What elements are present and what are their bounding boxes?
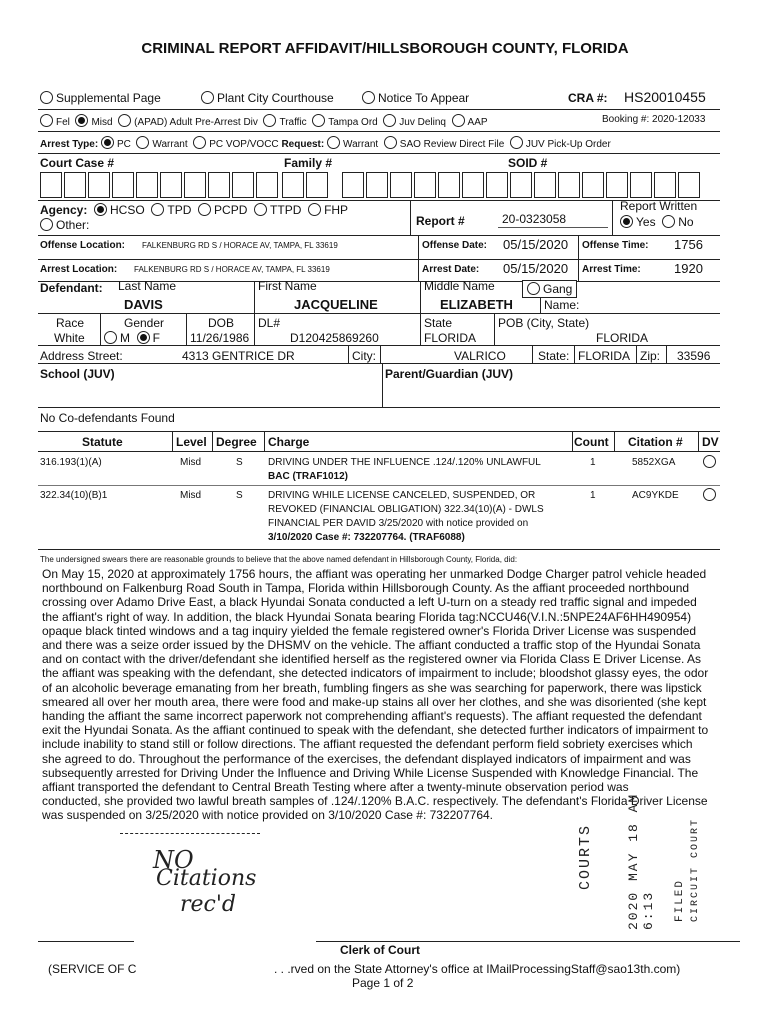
charge-1-line2: BAC (TRAF1012) [268,471,349,482]
last-name-value: DAVIS [124,297,163,312]
statute-header: Statute [82,435,123,449]
middle-name-label: Middle Name [424,279,495,293]
offense-location-value: FALKENBURG RD S / HORACE AV, TAMPA, FL 33619 [142,241,338,250]
report-number-value: 20-0323058 [502,212,567,226]
handwriting-recd: rec'd [180,892,236,917]
stamp-filed: FILED [674,878,686,922]
narrative-line: northbound on Falkenburg Road South in Tampa, Florida within Hillsborough County. As the affiant proceeded northbound [42,581,690,596]
clerk-of-court: Clerk of Court [340,943,421,957]
narrative-line: On May 15, 2020 at approximately 1756 hours, the affiant was operating her unmarked Dodge Charger patrol vehicle headed [42,567,707,581]
pc-radio[interactable] [101,136,114,149]
narrative-line: crossing over Adamo Drive East, a black Hyundai Sonata conducted a left U-turn on a steady red traffic signal and impeded [42,595,697,610]
court-case-box[interactable] [88,172,110,198]
family-box[interactable] [306,172,328,198]
yes-radio[interactable] [620,215,633,228]
gender-label: Gender [124,316,165,330]
narrative-line: was suspended on 3/25/2020 with notice provided on 3/10/2020 Case #: 732207764. [42,808,494,823]
plant-city-label: Plant City Courthouse [217,91,334,105]
fhp-radio[interactable] [308,203,321,216]
court-case-box[interactable] [208,172,230,198]
report-title: CRIMINAL REPORT AFFIDAVIT/HILLSBOROUGH COUNTY, FLORIDA [141,40,629,57]
codefendants-text: No Co-defendants Found [40,411,175,425]
served-text: . . .rved on the State Attorney's office at IMailProcessingStaff@sao13th.com) [274,962,681,976]
family-box[interactable] [438,172,460,198]
dv-header: DV [702,435,719,449]
arrest-location-label: Arrest Location: [40,264,118,275]
parent-label: Parent/Guardian (JUV) [385,367,514,381]
soid-box[interactable] [486,172,508,198]
school-label: School (JUV) [40,367,115,381]
pcvop-radio[interactable] [193,136,206,149]
charge-1-level: Misd [180,457,202,468]
charge-2-line1: DRIVING WHILE LICENSE CANCELED, SUSPENDED, OR [268,490,536,501]
charge-2-citation: AC9YKDE [632,490,679,501]
charge-2-dv[interactable] [703,488,719,502]
stamp-court: CIRCUIT COURT [690,817,701,922]
family-label: Family # [284,156,333,170]
gang-radio[interactable] [527,282,540,295]
narrative-line: of an alcoholic beverage emanating from her breath, fumbling fingers as she was searching for paperwork, there was lipstick [42,680,702,695]
report-number-label: Report # [416,214,465,228]
soid-box[interactable] [630,172,652,198]
soid-label: SOID # [508,156,548,170]
family-box[interactable] [390,172,412,198]
address-label: Address Street: [40,349,123,363]
agency-other[interactable]: Other: [40,218,89,232]
charge-2-degree: S [236,490,243,501]
charge-2-line2: REVOKED (FINANCIAL OBLIGATION) 322.34(10)(A) - DWLS [268,504,544,515]
arrest-date-label: Arrest Date: [422,264,480,275]
addr-state-value: FLORIDA [578,349,631,363]
citation-header: Citation # [628,435,683,449]
dl-state-label: State [424,316,453,330]
warrant-radio[interactable] [136,136,149,149]
dob-value: 11/26/1986 [190,331,250,345]
pcpd-radio[interactable] [198,203,211,216]
service-text: (SERVICE OF C [48,962,137,976]
offense-time-label: Offense Time: [582,240,649,251]
aap-radio[interactable] [452,114,465,127]
tpd-radio[interactable] [151,203,164,216]
court-case-box[interactable] [256,172,278,198]
supplemental-label: Supplemental Page [56,91,161,105]
narrative-line: include inability to stand still or follow directions. The affiant requested the defendant perform field sobriety exercises which [42,737,693,752]
soid-box[interactable] [654,172,676,198]
fel-radio[interactable] [40,114,53,127]
hcso-radio[interactable] [94,203,107,216]
narrative-line: and there was a seize order issued by the DHSMV on the vehicle. The affiant conducted a traffic stop of the Hyundai Sonata [42,638,701,653]
cra-value: HS20010455 [624,89,706,105]
cra-label: CRA #: [568,91,608,105]
family-box[interactable] [462,172,484,198]
female-radio[interactable] [137,331,150,344]
degree-header: Degree [216,435,257,449]
handwriting-no: NO [153,846,194,874]
dv-radio[interactable] [703,488,716,501]
offense-location-label: Offense Location: [40,240,126,251]
narrative-line: the affiant's right of way. In addition, the black Hyundai Sonata bearing Florida tag:NCCU46(V.I.N.:5NPE24AF6HH490954) [42,609,692,624]
narrative-line: smeared all over her mouth area, there were food and make-up stains all over her clothes, and she was disoriented (she kept [42,694,707,709]
city-value: VALRICO [454,349,506,363]
soid-box[interactable] [678,172,700,198]
soid-box[interactable] [606,172,628,198]
notice-radio[interactable] [362,91,375,104]
arrest-date-value: 05/15/2020 [503,261,569,276]
soid-box[interactable] [558,172,580,198]
stamp-courts: COURTS [577,823,594,890]
charge-1-citation: 5852XGA [632,457,676,468]
middle-name-value: ELIZABETH [440,297,513,312]
soid-box[interactable] [534,172,556,198]
zip-label: Zip: [640,349,661,363]
court-case-box[interactable] [64,172,86,198]
report-written-label: Report Written [620,199,698,213]
dl-state-value: FLORIDA [424,331,477,345]
soid-box[interactable] [510,172,532,198]
court-case-box[interactable] [184,172,206,198]
notice-option[interactable] [362,91,469,105]
family-box[interactable] [366,172,388,198]
charge-1-dv[interactable] [703,455,719,469]
booking-number: Booking #: 2020-12033 [602,114,706,125]
arrest-type-row: Arrest Type: PC Warrant PC VOP/VOCC Request: Warrant SAO Review Direct File JUV Pick-Up Order [40,136,611,150]
gang-name-label: Name: [544,298,580,312]
narrative-line: she agreed to do. Throughout the performance of the exercises, the defendant displayed indicators of impairment and was [42,751,691,766]
narrative-intro: The undersigned swears there are reasonable grounds to believe that the above named defendant in Hillsborough County, Florida, did: [40,555,518,564]
address-value: 4313 GENTRICE DR [182,349,295,363]
offense-time-value: 1756 [674,237,703,252]
narrative-line: the affiant was speaking with the defendant, she detected indicators of impairment to include; bloodshot glassy eyes, the odor [42,666,709,681]
offense-date-value: 05/15/2020 [503,237,569,252]
tampa-ord-radio[interactable] [312,114,325,127]
male-radio[interactable] [104,331,117,344]
charge-1-statute: 316.193(1)(A) [40,457,102,468]
dob-label: DOB [208,316,235,330]
court-case-box[interactable] [160,172,182,198]
race-label: Race [56,316,85,330]
family-box[interactable] [414,172,436,198]
narrative-line: opaque black tinted windows and a tag inquiry yielded the female registered owner's Florida Driver License was suspended [42,623,696,638]
court-case-box[interactable] [112,172,134,198]
narrative-line: conducted, she provided two lawful breath samples of .124/.120% B.A.C. respectively. The defendant's Florida Driver License [42,794,708,809]
first-name-label: First Name [258,279,317,293]
court-case-label: Court Case # [40,156,115,170]
narrative-line: handing the affiant the same incorrect paperwork not comprehending affiant's requests). The affiant requested the defendant [42,709,702,724]
zip-value: 33596 [677,349,711,363]
stamp-date: 2020 MAY 18 AM 6:13 [626,792,656,930]
gender-options: M F [104,331,160,345]
dl-value: D120425869260 [290,331,379,345]
narrative-line: and on contact with the driver/defendant she identified herself as the registered owner via Florida Class E Driver License. As [42,652,702,667]
sao-radio[interactable] [384,136,397,149]
supplemental-radio[interactable] [40,91,53,104]
pob-value: FLORIDA [596,331,649,345]
charge-2-level: Misd [180,490,202,501]
charge-2-statute: 322.34(10)(B)1 [40,490,108,501]
count-header: Count [574,435,609,449]
case-type-row: Fel Misd (APAD) Adult Pre-Arrest Div Traffic Tampa Ord Juv Delinq AAP [40,114,488,128]
addr-state-label: State: [538,349,570,363]
charge-2-line4: 3/10/2020 Case #: 732207764. (TRAF6088) [268,532,465,543]
plant-city-option[interactable] [201,91,334,105]
court-case-box[interactable] [232,172,254,198]
arrest-location-value: FALKENBURG RD S / HORACE AV, TAMPA, FL 33619 [134,265,330,274]
juv-pickup-radio[interactable] [510,136,523,149]
req-warrant-radio[interactable] [327,136,340,149]
charge-2-line3: FINANCIAL PER DAVID 3/25/2020 with notice provided on [268,518,529,529]
misd-radio[interactable] [75,114,88,127]
other-radio[interactable] [40,218,53,231]
narrative-line: exit the Hyundai Sonata. As the affiant continued to speak with the defendant, she detected further indicators of impairment to [42,723,709,738]
last-name-label: Last Name [118,279,177,293]
juv-delinq-radio[interactable] [383,114,396,127]
charge-1-count: 1 [590,457,596,468]
agency-row: Agency: HCSO TPD PCPD TTPD FHP [40,203,349,217]
report-written-options: Yes No [620,215,694,229]
city-label: City: [352,349,376,363]
first-name-value: JACQUELINE [294,297,378,312]
notice-label: Notice To Appear [378,91,470,105]
charge-2-count: 1 [590,490,596,501]
soid-box[interactable] [582,172,604,198]
offense-date-label: Offense Date: [422,240,488,251]
charge-1-degree: S [236,457,243,468]
pob-label: POB (City, State) [498,316,590,330]
family-box[interactable] [282,172,304,198]
narrative-line: affiant transported the defendant to Central Breath Testing where after a twenty-minute observation period was [42,780,629,795]
supplemental-option[interactable] [40,91,161,105]
court-case-box[interactable] [136,172,158,198]
dl-label: DL# [258,316,281,330]
narrative-line: subsequently arrested for Driving Under the Influence and Driving While License Suspended with Knowledge Financial. The [42,765,699,780]
charge-1-line1: DRIVING UNDER THE INFLUENCE .124/.120% UNLAWFUL [268,457,541,468]
court-case-box[interactable] [40,172,62,198]
arrest-time-value: 1920 [674,261,703,276]
page-number: Page 1 of 2 [352,976,414,990]
plant-city-radio[interactable] [201,91,214,104]
dv-radio[interactable] [703,455,716,468]
charge-header: Charge [268,435,310,449]
traffic-radio[interactable] [263,114,276,127]
no-radio[interactable] [662,215,675,228]
race-value: White [54,331,85,345]
narrative-body [42,567,730,823]
gang-checkbox[interactable]: Gang [522,280,577,298]
handwriting-citations: Citations [156,866,257,891]
arrest-time-label: Arrest Time: [582,264,641,275]
apad-radio[interactable] [118,114,131,127]
level-header: Level [176,435,207,449]
ttpd-radio[interactable] [254,203,267,216]
family-box[interactable] [342,172,364,198]
defendant-label: Defendant: [40,281,103,295]
